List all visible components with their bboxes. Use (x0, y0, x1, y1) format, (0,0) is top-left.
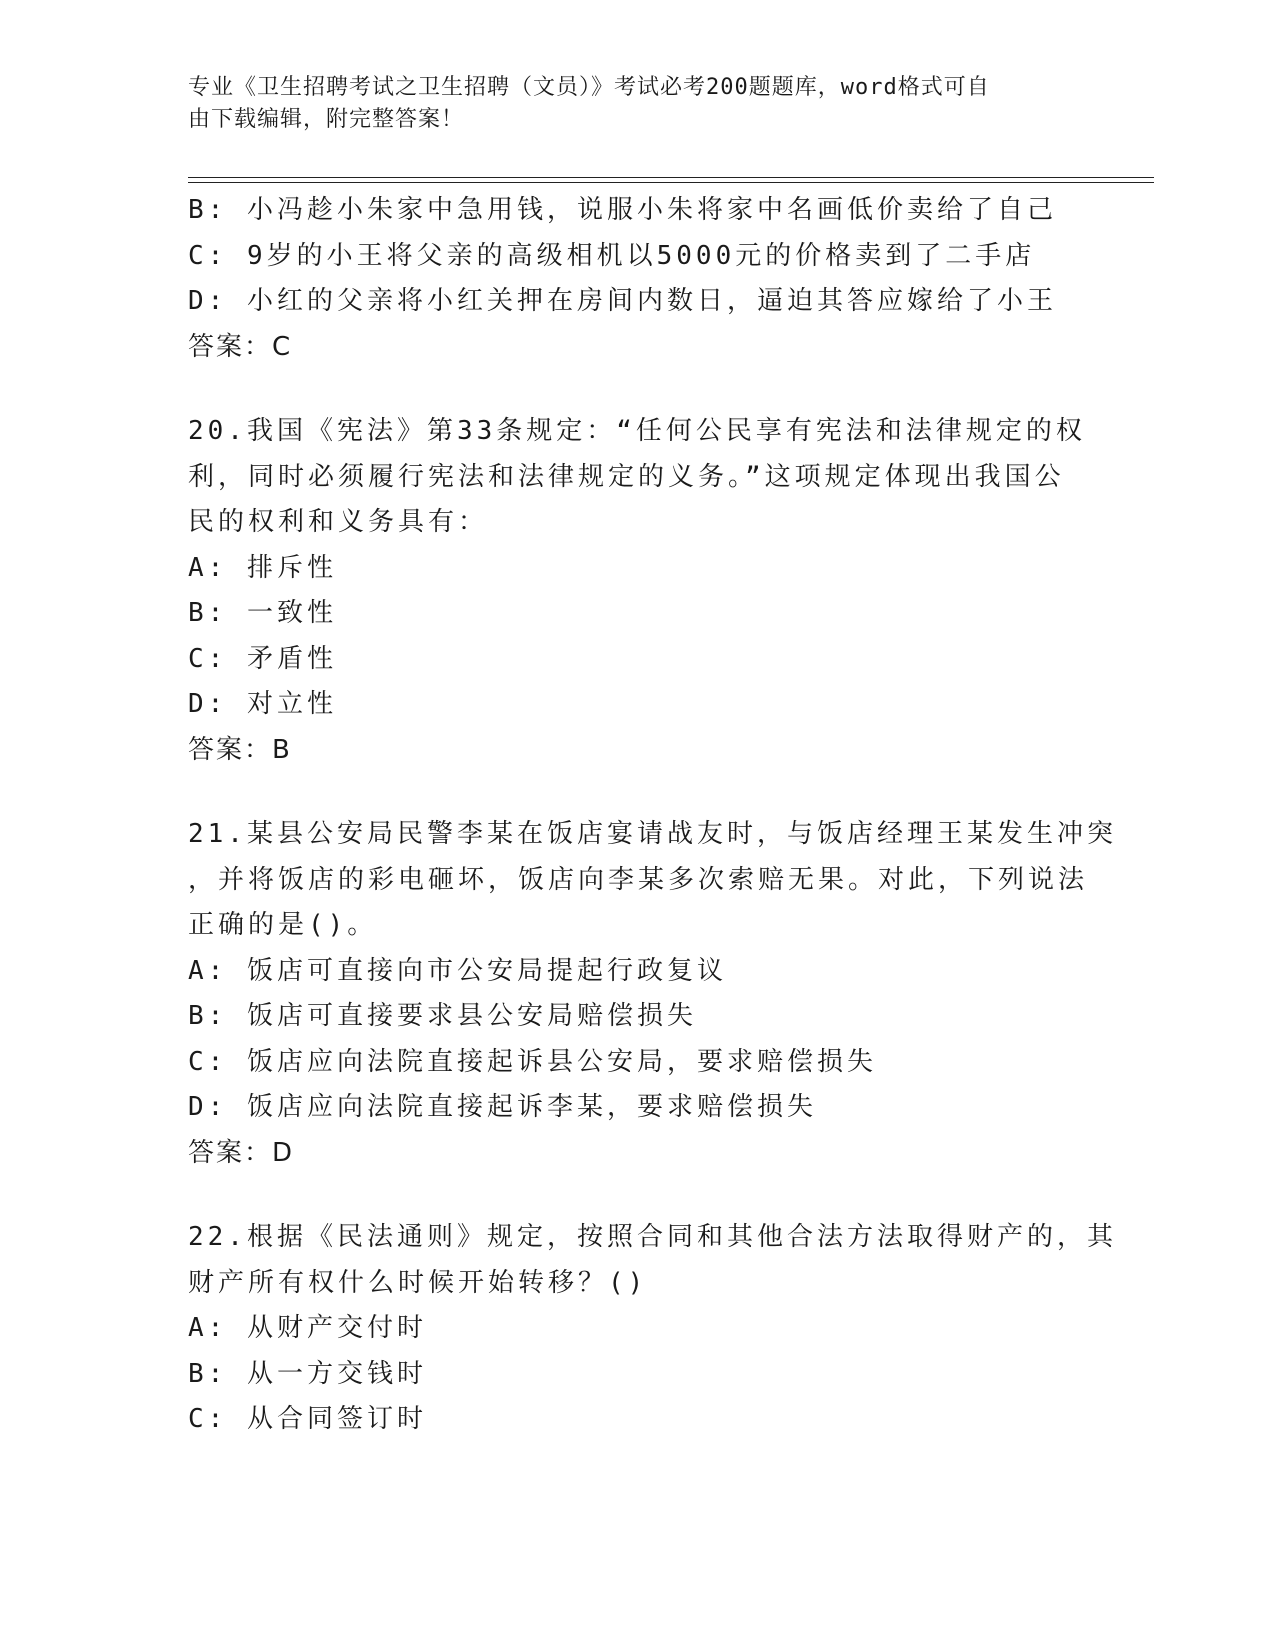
question-20 (188, 409, 1088, 773)
header-divider-bottom (188, 182, 1154, 183)
answer-line: 答案：C (188, 331, 293, 362)
option-c: C: 矛盾性 (188, 643, 337, 674)
spacer (188, 773, 1088, 812)
option-b: B: 一致性 (188, 598, 337, 628)
question-21 (188, 812, 1117, 1176)
option-c: C: 9岁的小王将父亲的高级相机以5000元的价格卖到了二手店 (188, 240, 1036, 271)
document-header (188, 72, 1088, 136)
option-a: A: 排斥性 (188, 552, 337, 583)
question-stem-line: 民的权利和义务具有： (188, 507, 489, 537)
header-line-1: 专业《卫生招聘考试之卫生招聘（文员）》考试必考200题题库，word格式可自 (188, 75, 990, 100)
option-d: D: 对立性 (188, 689, 337, 719)
question-stem-line: ，并将饭店的彩电砸坏，饭店向李某多次索赔无果。对此，下列说法 (188, 864, 1089, 895)
question-stem-line: 21.某县公安局民警李某在饭店宴请战友时，与饭店经理王某发生冲突 (188, 819, 1117, 849)
option-c: C: 饭店应向法院直接起诉县公安局，要求赔偿损失 (188, 1046, 877, 1077)
question-stem-line: 财产所有权什么时候开始转移？() (188, 1267, 648, 1298)
question-22 (188, 1215, 1117, 1443)
answer-line: 答案：D (188, 1137, 295, 1168)
option-a: A: 从财产交付时 (188, 1313, 427, 1343)
question-19-continued (188, 188, 1088, 370)
option-b: B: 小冯趁小朱家中急用钱，说服小朱将家中名画低价卖给了自己 (188, 195, 1057, 225)
spacer (188, 370, 1088, 409)
option-a: A: 饭店可直接向市公安局提起行政复议 (188, 955, 727, 986)
header-divider-top (188, 177, 1154, 178)
question-stem-line: 22.根据《民法通则》规定，按照合同和其他合法方法取得财产的，其 (188, 1222, 1117, 1252)
question-stem-line: 20.我国《宪法》第33条规定：“任何公民享有宪法和法律规定的权 (188, 416, 1086, 446)
answer-line: 答案：B (188, 734, 292, 765)
question-stem-line: 利，同时必须履行宪法和法律规定的义务。”这项规定体现出我国公 (188, 461, 1065, 492)
question-stem-line: 正确的是()。 (188, 910, 378, 940)
option-c: C: 从合同签订时 (188, 1404, 427, 1434)
spacer (188, 1176, 1088, 1215)
option-d: D: 饭店应向法院直接起诉李某，要求赔偿损失 (188, 1092, 817, 1122)
header-line-2: 由下载编辑，附完整答案！ (188, 107, 465, 132)
option-d: D: 小红的父亲将小红关押在房间内数日，逼迫其答应嫁给了小王 (188, 286, 1057, 316)
option-b: B: 从一方交钱时 (188, 1358, 427, 1389)
question-content (188, 188, 1117, 1443)
option-b: B: 饭店可直接要求县公安局赔偿损失 (188, 1001, 697, 1031)
